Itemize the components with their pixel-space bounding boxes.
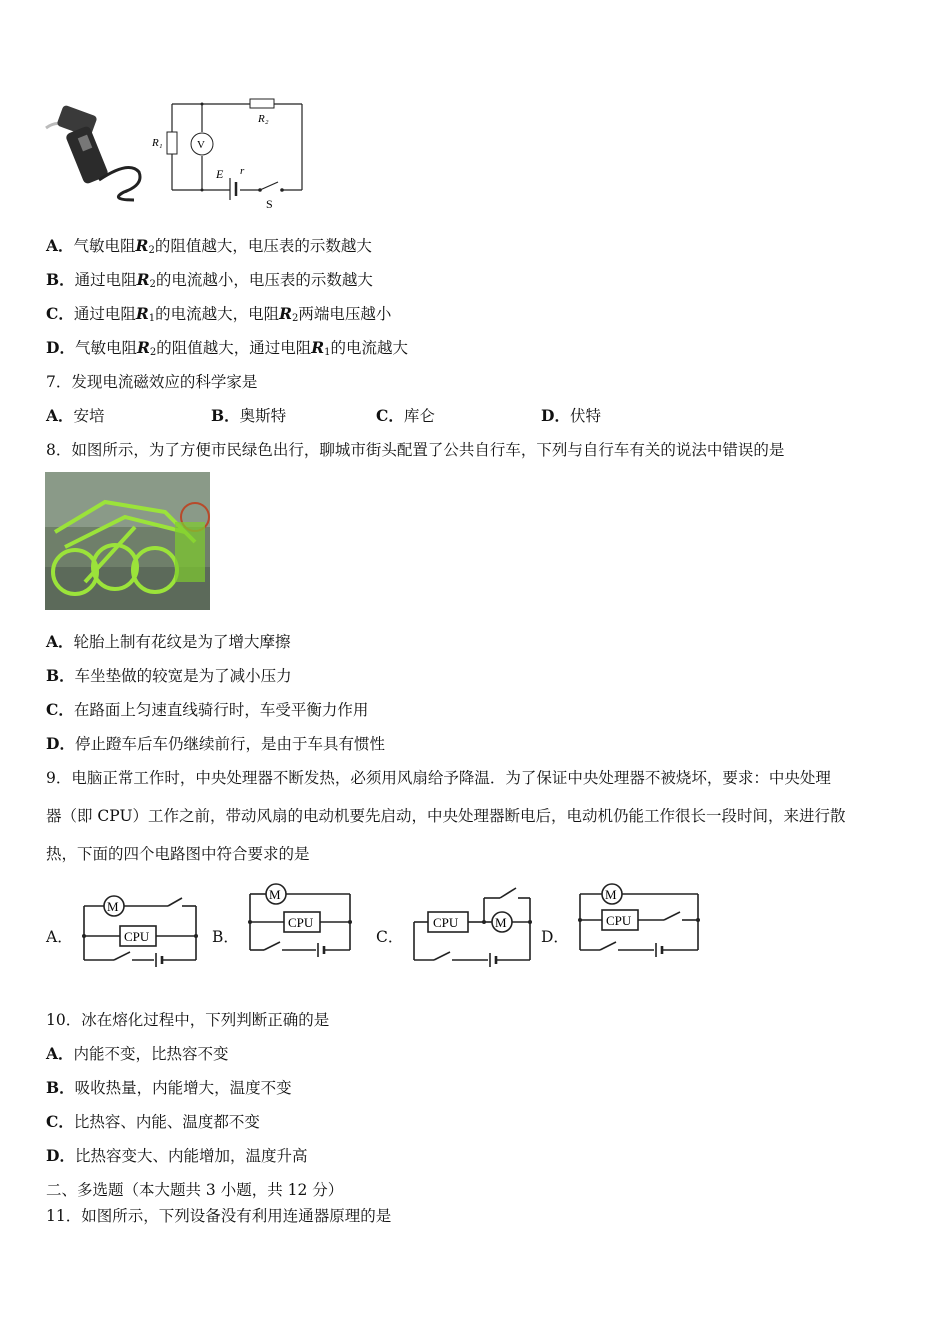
q8-stem: 8．如图所示，为了方便市民绿色出行，聊城市街头配置了公共自行车，下列与自行车有关的说法中错误的是 xyxy=(46,441,785,459)
q9-option-b-label: B． xyxy=(212,928,239,946)
q6-option-b: B．通过电阻$R_2$的电流越小，电压表的示数越大 xyxy=(46,270,373,290)
q9-circuit-c xyxy=(408,880,536,968)
q9-option-c-label: C． xyxy=(376,928,404,946)
q6-option-d: D．气敏电阻$R_2$的阻值越大，通过电阻$R_1$的电流越大 xyxy=(46,338,409,358)
cpu-label: CPU xyxy=(288,915,314,930)
q6-option-c: C．通过电阻$R_1$的电流越大，电阻$R_2$两端电压越小 xyxy=(46,304,392,324)
q9-circuit-a xyxy=(78,892,202,970)
q6-option-a: A．气敏电阻$R_2$的阻值越大，电压表的示数越大 xyxy=(46,236,372,256)
q9-option-a-label: A． xyxy=(46,928,73,946)
q9-stem-line-1: 9．电脑正常工作时，中央处理器不断发热，必须用风扇给予降温．为了保证中央处理器不被烧坏，要求：中央处理 xyxy=(46,769,831,787)
q10-option-b: B．吸收热量，内能增大，温度不变 xyxy=(46,1078,292,1097)
label-switch: S xyxy=(266,197,273,211)
q7-stem: 7．发现电流磁效应的科学家是 xyxy=(46,373,258,391)
q10-stem: 10．冰在熔化过程中，下列判断正确的是 xyxy=(46,1011,330,1029)
motor-label: M xyxy=(269,887,281,902)
label-r2: R₂ xyxy=(258,113,269,125)
q8-option-c: C．在路面上匀速直线骑行时，车受平衡力作用 xyxy=(46,700,369,719)
q9-stem-line-3: 热，下面的四个电路图中符合要求的是 xyxy=(46,845,310,863)
q7-option-c: C．库仑 xyxy=(376,406,435,425)
breathalyzer-illustration xyxy=(44,100,154,210)
motor-label: M xyxy=(605,887,617,902)
q9-option-d-label: D． xyxy=(541,928,569,946)
motor-label: M xyxy=(495,915,507,930)
q10-option-a: A．内能不变，比热容不变 xyxy=(46,1044,229,1063)
label-emf: E xyxy=(216,167,224,181)
bicycle-photo xyxy=(45,472,210,610)
q11-stem: 11．如图所示，下列设备没有利用连通器原理的是 xyxy=(46,1207,392,1225)
q7-option-a: A．安培 xyxy=(46,406,105,425)
q6-circuit-diagram xyxy=(150,94,320,212)
label-voltmeter: V xyxy=(197,139,205,151)
q10-option-c: C．比热容、内能、温度都不变 xyxy=(46,1112,260,1131)
q9-circuit-d xyxy=(574,880,706,960)
q10-option-d: D．比热容变大、内能增加，温度升高 xyxy=(46,1146,308,1165)
q8-option-d: D．停止蹬车后车仍继续前行，是由于车具有惯性 xyxy=(46,734,385,753)
q9-circuit-b xyxy=(244,880,358,960)
cpu-label: CPU xyxy=(433,915,459,930)
motor-label: M xyxy=(107,899,119,914)
label-r1: R₁ xyxy=(152,137,163,149)
label-internal-r: r xyxy=(240,165,245,177)
cpu-label: CPU xyxy=(124,929,150,944)
q9-stem-line-2: 器（即 CPU）工作之前，带动风扇的电动机要先启动，中央处理器断电后，电动机仍能工作很长一段时间，来进行散 xyxy=(46,807,846,825)
q7-option-b: B．奥斯特 xyxy=(211,406,287,425)
q8-option-b: B．车坐垫做的较宽是为了减小压力 xyxy=(46,666,292,685)
cpu-label: CPU xyxy=(606,913,632,928)
section-2-title: 二、多选题（本大题共 3 小题，共 12 分） xyxy=(46,1181,344,1199)
q7-option-d: D．伏特 xyxy=(541,406,601,425)
q8-option-a: A．轮胎上制有花纹是为了增大摩擦 xyxy=(46,632,291,651)
